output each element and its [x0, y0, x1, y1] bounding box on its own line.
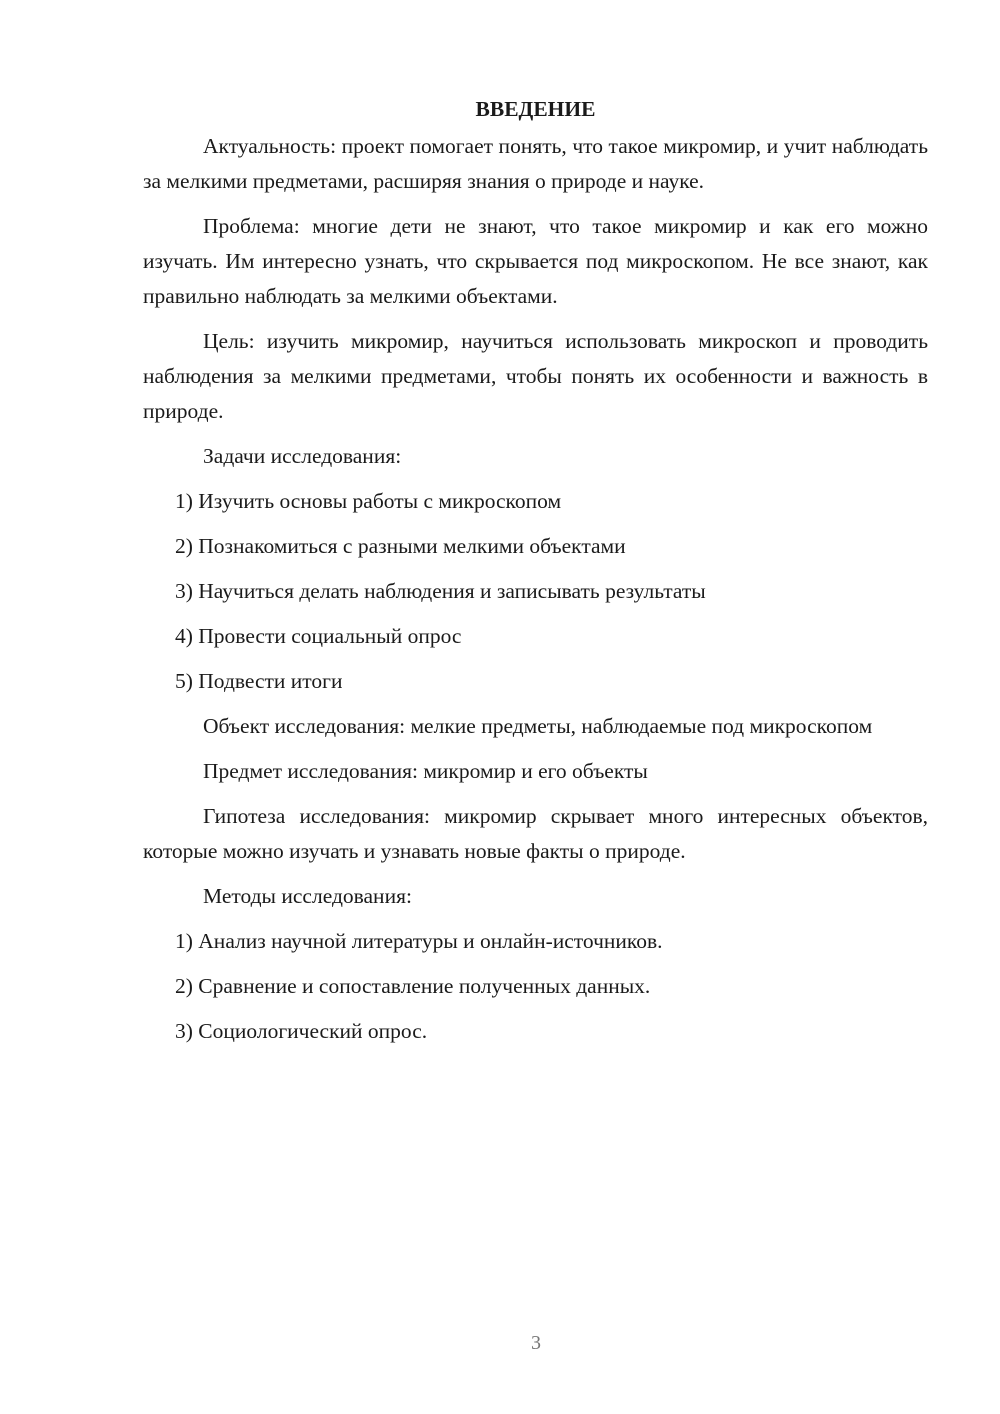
task-item: 1) Изучить основы работы с микроскопом — [175, 489, 562, 513]
task-item: 5) Подвести итоги — [175, 669, 343, 693]
method-item: 2) Сравнение и сопоставление полученных данных. — [175, 974, 651, 998]
tasks-title: Задачи исследования: — [203, 444, 402, 468]
method-item: 1) Анализ научной литературы и онлайн-источников. — [175, 929, 663, 953]
subject-paragraph: Предмет исследования: микромир и его объекты — [203, 759, 648, 783]
relevance-paragraph: Актуальность: проект помогает понять, что такое микромир, и учит наблюдать за мелкими предметами, расширяя знания о природе и науке. — [143, 134, 928, 193]
page-content — [143, 92, 928, 1059]
method-item: 3) Социологический опрос. — [175, 1019, 428, 1043]
methods-title: Методы исследования: — [203, 884, 412, 908]
problem-paragraph: Проблема: многие дети не знают, что такое микромир и как его можно изучать. Им интересно узнать, что скрывается под микроскопом. Не все знают, как правильно наблюдать за мелкими объектами. — [143, 214, 928, 308]
section-heading: ВВЕДЕНИЕ — [475, 97, 596, 121]
goal-paragraph: Цель: изучить микромир, научиться использовать микроскоп и проводить наблюдения за мелкими предметами, чтобы понять их особенности и важность в природе. — [143, 329, 928, 423]
task-item: 4) Провести социальный опрос — [175, 624, 462, 648]
task-item: 3) Научиться делать наблюдения и записывать результаты — [175, 579, 706, 603]
task-item: 2) Познакомиться с разными мелкими объектами — [175, 534, 626, 558]
page-number: 3 — [531, 1332, 541, 1354]
object-paragraph: Объект исследования: мелкие предметы, наблюдаемые под микроскопом — [203, 714, 873, 738]
hypothesis-paragraph: Гипотеза исследования: микромир скрывает много интересных объектов, которые можно изучать и узнавать новые факты о природе. — [143, 804, 928, 863]
